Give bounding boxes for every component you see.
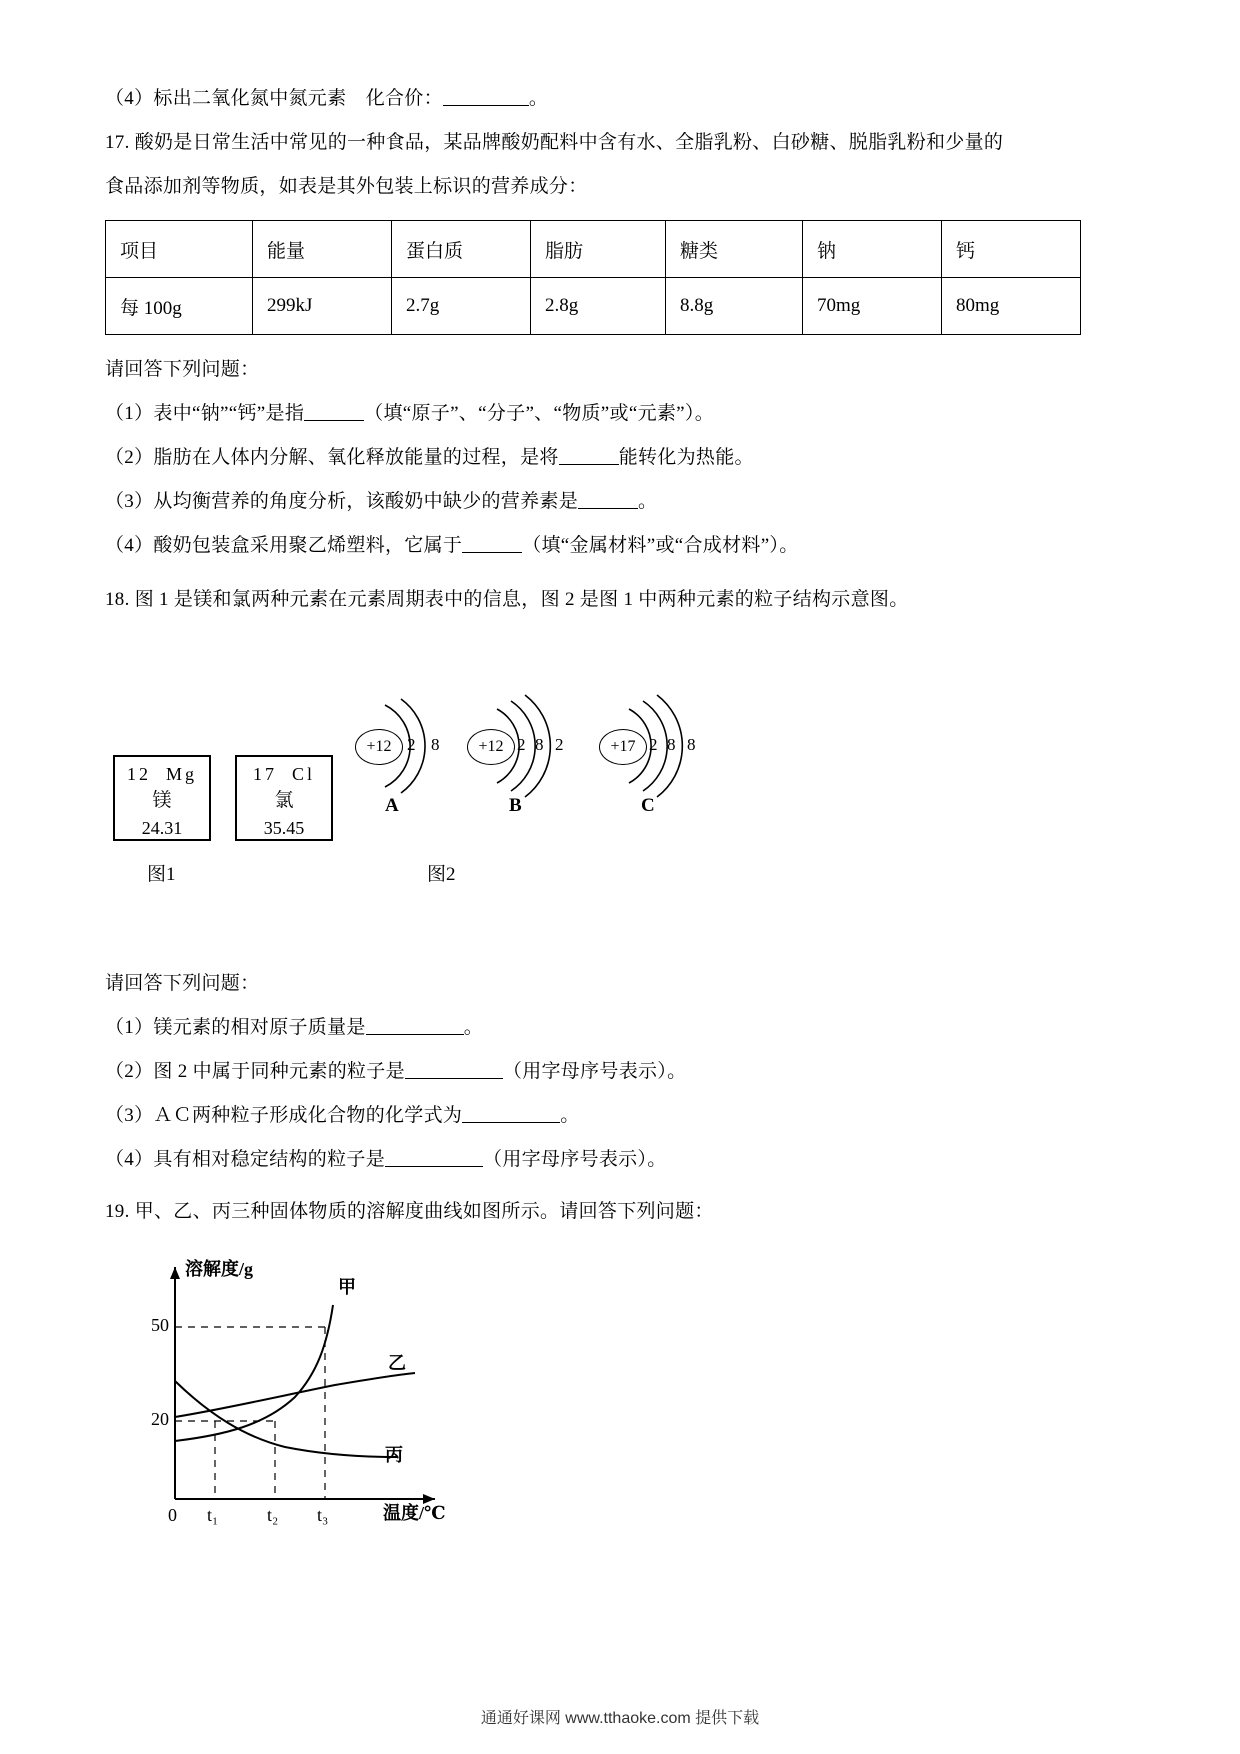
- answer-blank[interactable]: [385, 1150, 483, 1167]
- q18-item4-tail: （用字母序号表示）。: [483, 1149, 667, 1170]
- element-card-row-number-symbol: [237, 761, 331, 787]
- q18-item1: [105, 1009, 1135, 1047]
- q18-item1-text: （1）镁元素的相对原子质量是: [105, 1017, 366, 1038]
- q17-item3-tail: 。: [638, 491, 658, 512]
- answer-blank[interactable]: [304, 404, 364, 421]
- q16-item4-tail: 。: [528, 88, 549, 109]
- answer-blank[interactable]: [443, 89, 529, 106]
- q17-item4-text: （4）酸奶包装盒采用聚乙烯塑料，它属于: [105, 535, 463, 556]
- shell-electron-count: 8: [431, 735, 440, 754]
- answer-blank[interactable]: [462, 1106, 560, 1123]
- answer-blank[interactable]: [405, 1062, 503, 1079]
- element-number: 12: [126, 764, 151, 784]
- atom-nucleus-charge: +12: [355, 729, 403, 765]
- table-header-cell: 钠: [803, 221, 942, 278]
- table-cell: 80mg: [942, 278, 1081, 335]
- chart-xtick-t1: t₁: [207, 1505, 219, 1525]
- chart-xtick-t3: t₃: [317, 1505, 329, 1525]
- q18-item4-text: （4）具有相对稳定结构的粒子是: [105, 1149, 386, 1170]
- table-header-cell: 脂肪: [531, 221, 666, 278]
- element-card-mg: [113, 755, 211, 841]
- q17-item3-text: （3）从均衡营养的角度分析，该酸奶中缺少的营养素是: [105, 491, 579, 512]
- table-cell: 2.8g: [531, 278, 666, 335]
- shell-electron-count: 2: [649, 735, 658, 754]
- q17-stem-line1: 17. 酸奶是日常生活中常见的一种食品，某品牌酸奶配料中含有水、全脂乳粉、白砂糖、脱脂乳粉和少量的: [105, 132, 1004, 153]
- series-label-jia: 甲: [338, 1277, 356, 1297]
- series-label-yi: 乙: [388, 1353, 406, 1373]
- q17-item2: [105, 439, 1135, 477]
- q16-item4-text: （4）标出二氧化氮中氮元素 化合价：: [105, 88, 443, 109]
- atom-label-b: B: [509, 795, 522, 816]
- q17-item4-tail: （填“金属材料”或“合成材料”）。: [522, 535, 799, 556]
- shell-electron-count: 2: [407, 735, 416, 754]
- shell-electron-count: 8: [687, 735, 696, 754]
- curve-bing: [175, 1381, 397, 1457]
- shell-electron-count: 2: [555, 735, 564, 754]
- q19-stem: 19. 甲、乙、丙三种固体物质的溶解度曲线如图所示。请回答下列问题：: [105, 1201, 714, 1222]
- shell-electron-count: 2: [517, 735, 526, 754]
- q18-item2-text: （2）图 2 中属于同种元素的粒子是: [105, 1061, 405, 1082]
- table-row: [106, 278, 1081, 335]
- atom-diagram-c: [599, 687, 739, 816]
- table-header-cell: 蛋白质: [392, 221, 531, 278]
- element-mass: 35.45: [263, 817, 305, 838]
- answer-blank[interactable]: [578, 492, 638, 509]
- q18-stem: 18. 图 1 是镁和氯两种元素在元素周期表中的信息，图 2 是图 1 中两种元素的粒子结构示意图。: [105, 589, 909, 610]
- table-header-cell: 项目: [106, 221, 253, 278]
- table-cell: 70mg: [803, 278, 942, 335]
- footer-watermark: 通通好课网 www.tthaoke.com 提供下载: [480, 1710, 760, 1727]
- q17-item1: [105, 395, 1135, 433]
- table-header-cell: 糖类: [666, 221, 803, 278]
- q18-item3: [105, 1097, 1135, 1135]
- atom-nucleus-charge: +12: [467, 729, 515, 765]
- element-card-cl: [235, 755, 333, 841]
- element-card-row-number-symbol: [115, 761, 209, 787]
- solubility-chart: [135, 1249, 555, 1539]
- series-label-bing: 丙: [385, 1445, 403, 1465]
- q17-prompt: 请回答下列问题：: [105, 359, 260, 380]
- table-cell: 299kJ: [253, 278, 392, 335]
- q18-item1-tail: 。: [463, 1017, 484, 1038]
- chart-xtick-0: 0: [168, 1505, 177, 1525]
- q18-figure-block: [105, 637, 1135, 937]
- table-row-headers: [106, 221, 1081, 278]
- q17-item4: [105, 527, 1135, 565]
- figure1-caption: 图1: [147, 864, 176, 885]
- chart-ylabel: 溶解度/g: [185, 1259, 254, 1279]
- atom-diagram-b: [467, 687, 607, 816]
- shell-electron-count: 8: [667, 735, 676, 754]
- q18-item4: [105, 1141, 1135, 1179]
- shell-electron-count: 8: [535, 735, 544, 754]
- element-symbol: Mg: [165, 764, 197, 784]
- table-cell: 8.8g: [666, 278, 803, 335]
- q17-item2-tail: 能转化为热能。: [618, 447, 754, 468]
- chart-ytick-50: 50: [151, 1315, 169, 1335]
- table-header-cell: 钙: [942, 221, 1081, 278]
- figure2-caption: 图2: [427, 864, 456, 885]
- q18-item3-tail: 。: [560, 1105, 580, 1126]
- element-name: 镁: [152, 790, 172, 812]
- q17-stem-line2: 食品添加剂等物质，如表是其外包装上标识的营养成分：: [105, 176, 588, 197]
- nutrition-table: [105, 220, 1081, 335]
- element-mass: 24.31: [141, 817, 183, 838]
- atom-label-a: A: [385, 795, 399, 816]
- answer-blank[interactable]: [462, 536, 522, 553]
- table-cell: 2.7g: [392, 278, 531, 335]
- q18-prompt: 请回答下列问题：: [105, 973, 260, 994]
- atom-nucleus-charge: +17: [599, 729, 647, 765]
- table-header-cell: 能量: [253, 221, 392, 278]
- q18-item2: [105, 1053, 1135, 1091]
- answer-blank[interactable]: [559, 448, 619, 465]
- chart-xlabel: 温度/℃: [383, 1503, 446, 1523]
- answer-blank[interactable]: [366, 1018, 464, 1035]
- chart-ytick-20: 20: [151, 1409, 169, 1429]
- q16-item4: [105, 80, 1135, 118]
- q17-item2-text: （2）脂肪在人体内分解、氧化释放能量的过程，是将: [105, 447, 559, 468]
- q17-item1-text: （1）表中“钠”“钙”是指: [105, 403, 305, 424]
- chart-xtick-t2: t₂: [267, 1505, 279, 1525]
- q18-item2-tail: （用字母序号表示）。: [502, 1061, 687, 1082]
- q18-item3-text: （3）ＡＣ两种粒子形成化合物的化学式为: [105, 1105, 463, 1126]
- element-symbol: Cl: [291, 764, 315, 784]
- table-cell: 每 100g: [106, 278, 253, 335]
- q17-item3: [105, 483, 1135, 521]
- element-name: 氯: [274, 790, 294, 812]
- atom-label-c: C: [641, 795, 655, 816]
- q17-item1-tail: （填“原子”、“分子”、“物质”或“元素”）。: [364, 403, 715, 424]
- element-number: 17: [252, 764, 277, 784]
